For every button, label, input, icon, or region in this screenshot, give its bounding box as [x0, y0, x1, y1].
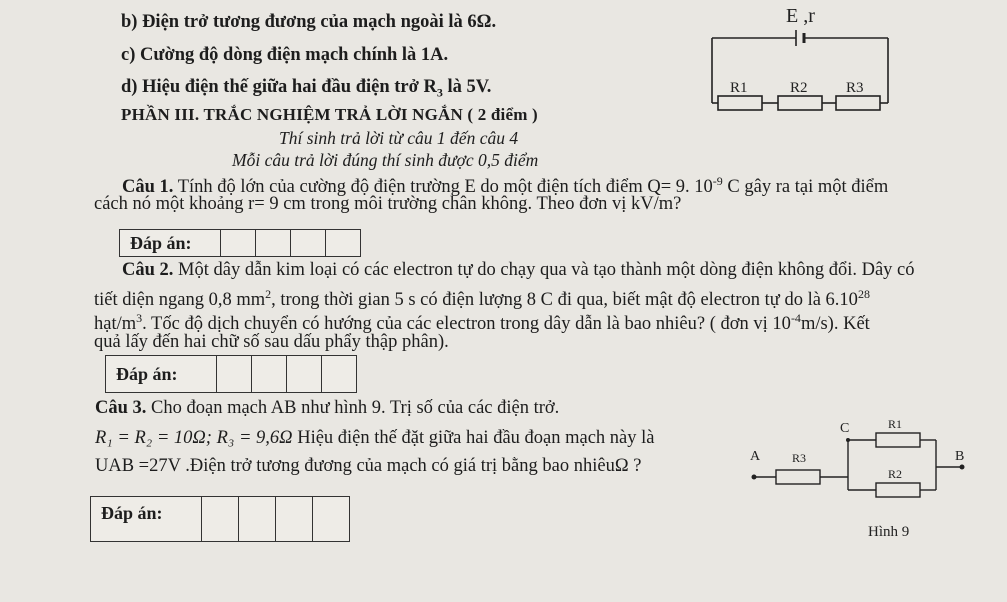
- answer-cell[interactable]: [216, 356, 251, 392]
- section-title: PHẦN III. TRẮC NGHIỆM TRẢ LỜI NGẮN ( 2 điểm ): [121, 105, 538, 124]
- label-r3: R3: [792, 451, 807, 465]
- answer-box-1[interactable]: [119, 229, 361, 257]
- label-r1: R1: [888, 417, 903, 431]
- q1-line-2: cách nó một khoảng r= 9 cm trong môi trường chân không. Theo đơn vị kV/m?: [94, 194, 682, 214]
- answer-label: Đáp án:: [101, 503, 163, 523]
- answer-cell[interactable]: [321, 356, 356, 392]
- q3-line-1: Câu 3. Cho đoạn mạch AB như hình 9. Trị số của các điện trở.: [95, 398, 560, 418]
- item-b: b) Điện trở tương đương của mạch ngoài là 6Ω.: [121, 12, 497, 32]
- answer-cell[interactable]: [325, 230, 360, 256]
- node-c: [846, 438, 850, 442]
- answer-label: Đáp án:: [116, 363, 178, 384]
- q2-line-2: tiết diện ngang 0,8 $mm^2$, trong thời gian 5 s có điện lượng 8 C đi qua, biết mật độ electron tự do là 6.10$^{28}$: [94, 287, 870, 311]
- section-note-1: Thí sinh trả lời từ câu 1 đến câu 4: [279, 128, 519, 148]
- answer-cell[interactable]: [275, 497, 312, 541]
- item-c: c) Cường độ dòng điện mạch chính là 1A.: [121, 45, 449, 65]
- q2-line-1: Câu 2. Một dây dẫn kim loại có các electron tự do chạy qua và tạo thành một dòng điện không đổi. Dây có: [122, 260, 915, 280]
- label-b: B: [955, 449, 965, 464]
- answer-cell[interactable]: [286, 356, 321, 392]
- resistor-r1: [718, 96, 762, 110]
- q2-line-3: hạt/$m^3$. Tốc độ dịch chuyển có hướng của các electron trong dây dẫn là bao nhiêu? ( đơn vị $10^{-4}m/s$). Kết: [94, 311, 870, 335]
- answer-cell[interactable]: [251, 356, 286, 392]
- section-note-2: Mỗi câu trả lời đúng thí sinh được 0,5 điểm: [232, 150, 539, 170]
- circuit-diagram-2: [740, 412, 980, 552]
- resistor-r2: [778, 96, 822, 110]
- q1-line-1: Câu 1. Tính độ lớn của cường độ điện trường E do một điện tích điểm Q= 9. $10^{-9}$ C gây ra tại một điểm: [122, 174, 889, 198]
- node-a: [752, 475, 757, 480]
- answer-cell[interactable]: [290, 230, 325, 256]
- label-r2: R2: [888, 467, 903, 481]
- node-b: [960, 465, 965, 470]
- figure-caption: Hình 9: [868, 524, 910, 540]
- r1-label: R1: [730, 80, 748, 96]
- answer-cell[interactable]: [255, 230, 290, 256]
- answer-cell[interactable]: [238, 497, 275, 541]
- answer-box-3[interactable]: [90, 496, 350, 542]
- r2-label: R2: [790, 80, 808, 96]
- resistor-r2: [876, 483, 920, 497]
- label-c: C: [840, 421, 850, 436]
- resistor-r1: [876, 433, 920, 447]
- q3-line-3: UAB =27V .Điện trở tương đương của mạch có giá trị bằng bao nhiêuΩ ?: [95, 456, 642, 476]
- resistor-r3: [776, 470, 820, 484]
- q3-line-2: R₁ = R₂ = 10Ω; R₃ = 9,6Ω Hiệu điện thế đặt giữa hai đầu đoạn mạch này là: [95, 428, 655, 448]
- answer-cell[interactable]: [201, 497, 238, 541]
- q2-line-4: quả lấy đến hai chữ số sau dấu phẩy thập phân).: [94, 332, 449, 352]
- answer-cell[interactable]: [220, 230, 255, 256]
- r3-label: R3: [846, 80, 864, 96]
- label-a: A: [750, 449, 761, 464]
- circuit-diagram-1: [700, 0, 900, 120]
- answer-label: Đáp án:: [130, 232, 192, 253]
- answer-box-2[interactable]: [105, 355, 357, 393]
- item-d: d) Hiệu điện thế giữa hai đầu điện trở $R_3$ là 5V.: [121, 77, 492, 100]
- source-label: E ,r: [786, 5, 815, 27]
- answer-cell[interactable]: [312, 497, 349, 541]
- resistor-r3: [836, 96, 880, 110]
